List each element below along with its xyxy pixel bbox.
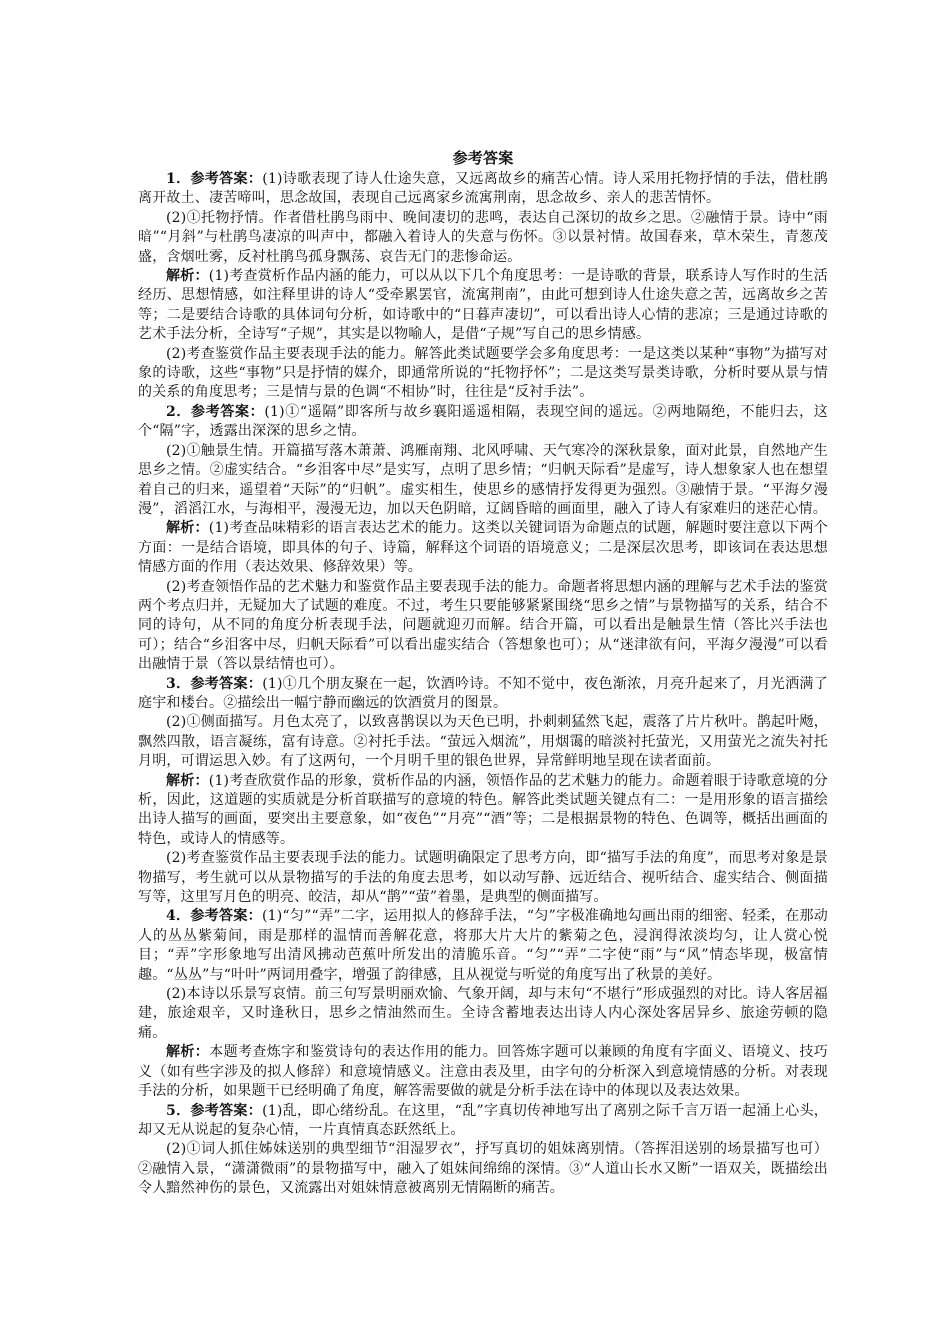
- answer-paragraph: [138, 345, 828, 403]
- paragraph-text: (2)考查鉴赏作品主要表现手法的能力。试题明确限定了思考方向，即“描写手法的角度”，而思考对象是景物描写，考生就可以从景物描写的手法的角度去思考，如以动写静、远近结合、视听结合、虚实结合、侧面描写等，这里写月色的明亮、皎洁，却从“鹊”“萤”着墨，是典型的侧面描写。: [138, 850, 828, 906]
- answer-paragraph: [138, 907, 828, 985]
- paragraph-text: (1)考查赏析作品内涵的能力，可以从以下几个角度思考：一是诗歌的背景，联系诗人写作时的生活经历、思想情感，如注释里讲的诗人“受牵累罢官，流寓荆南”，由此可想到诗人仕途失意之苦，远离故乡之苦等；二是要结合诗歌的具体词句分析，如诗歌中的“日暮声凄切”，可以看出诗人心情的悲凉；三是通过诗歌的艺术手法分析，全诗写“子规”，其实是以物喻人，是借“子规”写自己的思乡情感。: [138, 268, 828, 343]
- paragraph-label: 3．参考答案：: [166, 675, 263, 692]
- answer-paragraph: [138, 849, 828, 907]
- answer-paragraph: [138, 578, 828, 675]
- answer-paragraph: [138, 675, 828, 714]
- page-title: 参考答案: [452, 149, 514, 167]
- paragraph-text: (1)诗歌表现了诗人仕途失意，又远离故乡的痛苦心情。诗人采用托物抒情的手法，借杜鹃离开故土、凄苦啼叫，思念故国，表现自己远离家乡流寓荆南，思念故乡、亲人的悲苦情怀。: [138, 171, 828, 207]
- answer-page: [138, 148, 828, 1199]
- paragraph-text: (2)①触景生情。开篇描写落木萧萧、鸿雁南翔、北风呼啸、天气寒冷的深秋景象，面对此景，自然地产生思乡之情。②虚实结合。“乡泪客中尽”是实写，点明了思乡情；“归帆天际看”是虚写，诗人想象家人也在想望着自己的归来，遥望着“天际”的“归帆”。虚实相生，使思乡的感情抒发得更为强烈。③融情于景。“平海夕漫漫”，滔滔江水，与海相平，漫漫无边，加以天色阴暗，辽阔昏暗的画面里，融入了诗人有家难归的迷茫心情。: [138, 442, 828, 517]
- paragraph-text: (1)①“遥隔”即客所与故乡襄阳遥遥相隔，表现空间的遥远。②两地隔绝，不能归去，这个“隔”字，透露出深深的思乡之情。: [138, 403, 828, 440]
- paragraph-label: 解析：: [166, 1044, 210, 1061]
- paragraph-label: 解析：: [166, 520, 209, 537]
- answer-paragraph: [138, 209, 828, 267]
- paragraph-text: (2)①词人抓住姊妹送别的典型细节“泪湿罗衣”，抒写真切的姐妹离别情。（答挥泪送别的场景描写也可）②融情入景，“潇潇微雨”的景物描写中，融入了姐妹间绵绵的深情。③“人道山长水又断”一语双关，既描绘出令人黯然神伤的景色，又流露出对姐妹情意被离别无情隔断的痛苦。: [138, 1141, 828, 1197]
- paragraph-label: 5．参考答案：: [166, 1102, 263, 1119]
- answer-paragraph: [138, 1043, 828, 1101]
- paragraph-text: (1)考查品味精彩的语言表达艺术的能力。这类以关键词语为命题点的试题，解题时要注意以下两个方面：一是结合语境，即具体的句子、诗篇，解释这个词语的语境意义；二是深层次思考，即该词在表达思想情感方面的作用（表达效果、修辞效果）等。: [138, 520, 828, 576]
- paragraph-text: (2)本诗以乐景写哀情。前三句写景明丽欢愉、气象开阔，却与末句“不堪行”形成强烈的对比。诗人客居福建，旅途艰辛，又时逢秋日，思乡之情油然而生。全诗含蓄地表达出诗人内心深处客居异乡、旅途劳顿的隐痛。: [138, 986, 828, 1041]
- answer-paragraph: [138, 985, 828, 1043]
- paragraph-text: (1)“匀”“弄”二字，运用拟人的修辞手法，“匀”字极准确地勾画出雨的细密、轻柔，在那动人的丛丛紫菊间，雨是那样的温情而善解花意，将那大片大片的紫菊之色，浸润得浓淡均匀，让人赏心悦目；“弄”字形象地写出清风拂动芭蕉叶所发出的清脆乐音。“匀”“弄”二字使“雨”与“风”情态毕现，极富情趣。“丛丛”与“叶叶”两词用叠字，增强了韵律感，且从视觉与听觉的角度写出了秋景的美好。: [138, 908, 828, 983]
- answer-paragraph: [138, 170, 828, 209]
- answer-paragraph: [138, 267, 828, 345]
- answer-body: [138, 170, 828, 1199]
- answer-paragraph: [138, 1102, 828, 1141]
- paragraph-text: (2)①侧面描写。月色太亮了，以致喜鹊误以为天色已明，扑刺刺猛然飞起，震落了片片秋叶。鹊起叶飏，飘然四散，语言凝练，富有诗意。②衬托手法。“萤远入烟流”，用烟霭的暗淡衬托萤光，又用萤光之流失衬托月明，可谓运思入妙。有了这两句，一个月明千里的银色世界，异常鲜明地呈现在读者面前。: [138, 714, 828, 770]
- paragraph-label: 1．参考答案：: [166, 171, 263, 187]
- answer-paragraph: [138, 519, 828, 577]
- paragraph-label: 解析：: [166, 772, 209, 789]
- paragraph-text: 本题考查炼字和鉴赏诗句的表达作用的能力。回答炼字题可以兼顾的角度有字面义、语境义、技巧义（如有些字涉及的拟人修辞）和意境情感义。注意由表及里，由字句的分析深入到意境情感的分析。对表现手法的分析，如果题干已经明确了角度，解答需要做的就是分析手法在诗中的体现以及表达效果。: [138, 1044, 828, 1100]
- paragraph-label: 解析：: [166, 268, 209, 285]
- paragraph-label: 4．参考答案：: [166, 908, 262, 925]
- answer-paragraph: [138, 442, 828, 520]
- paragraph-text: (1)考查欣赏作品的形象，赏析作品的内涵，领悟作品的艺术魅力的能力。命题着眼于诗歌意境的分析，因此，这道题的实质就是分析首联描写的意境的特色。解答此类试题关键点有二：一是用形象的语言描绘出诗人描写的画面，要突出主要意象，如“夜色”“月亮”“酒”等；二是根据景物的特色、色调等，概括出画面的特色，或诗人的情感等。: [138, 772, 828, 847]
- paragraph-text: (2)①托物抒情。作者借杜鹃鸟雨中、晚间凄切的悲鸣，表达自己深切的故乡之思。②融情于景。诗中“雨暗”“月斜”与杜鹃鸟凄凉的叫声中，都融入着诗人的失意与伤怀。③以景衬情。故国春来，草木荣生，青葱茂盛，含烟吐雾，反衬杜鹃鸟孤身飘荡、哀告无门的悲惨命运。: [138, 209, 828, 265]
- answer-paragraph: [138, 403, 828, 442]
- paragraph-text: (1)①几个朋友聚在一起，饮酒吟诗。不知不觉中，夜色渐浓，月亮升起来了，月光洒满了庭宇和楼台。②描绘出一幅宁静而幽远的饮酒赏月的图景。: [138, 675, 828, 711]
- paragraph-text: (2)考查鉴赏作品主要表现手法的能力。解答此类试题要学会多角度思考：一是这类以某种“事物”为描写对象的诗歌，这些“事物”只是抒情的媒介，即通常所说的“托物抒怀”；二是这类写景类诗歌，分析时要从景与情的关系的角度思考；三是情与景的色调“不相协”时，往往是“反衬手法”。: [138, 345, 828, 401]
- answer-paragraph: [138, 713, 828, 771]
- answer-paragraph: [138, 772, 828, 850]
- paragraph-label: 2．参考答案：: [166, 403, 265, 420]
- paragraph-text: (1)乱，即心绪纷乱。在这里，“乱”字真切传神地写出了离别之际千言万语一起涌上心头，却又无从说起的复杂心情，一片真情真态跃然纸上。: [138, 1102, 828, 1138]
- paragraph-text: (2)考查领悟作品的艺术魅力和鉴赏作品主要表现手法的能力。命题者将思想内涵的理解与艺术手法的鉴赏两个考点归并，无疑加大了试题的难度。不过，考生只要能够紧紧围绕“思乡之情”与景物描写的关系，结合不同的诗句，从不同的角度分析表现手法，问题就迎刃而解。结合开篇，可以看出是触景生情（答比兴手法也可）；结合“乡泪客中尽，归帆天际看”可以看出虚实结合（答想象也可）；从“迷津欲有问，平海夕漫漫”可以看出融情于景（答以景结情也可）。: [138, 578, 828, 673]
- answer-paragraph: [138, 1140, 828, 1198]
